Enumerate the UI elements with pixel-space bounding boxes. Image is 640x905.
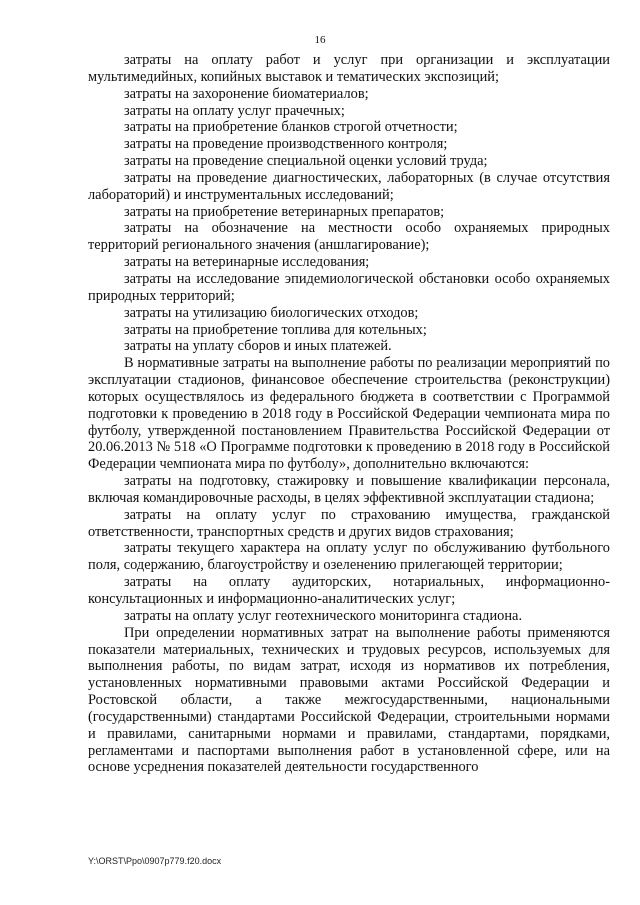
page-number: 16 [314, 34, 326, 46]
paragraph: затраты на захоронение биоматериалов; [124, 85, 369, 102]
paragraph: затраты на исследование эпидемиологической обстановки особо охраняемых природных территорий; [88, 270, 610, 304]
paragraph: затраты на оплату услуг по страхованию имущества, гражданской ответственности, транспортных средств и других видов страхования; [88, 506, 610, 540]
paragraph: затраты на проведение диагностических, лабораторных (в случае отсутствия лабораторий) и инструментальных исследований; [88, 169, 610, 203]
paragraph: При определении нормативных затрат на выполнение работы применяются показатели материальных, технических и трудовых ресурсов, используемых для выполнения работы, по видам затрат, исходя из нормативов их потребления, установленных нормативными правовыми актами Российской Федерации и Ростовской области, а также межгосударственными, национальными (государственными) стандартами Российской Федерации, строительными нормами и правилами, санитарными нормами и правилами, стандартами, порядками, регламентами и паспортами выполнения работ в установленной сфере, или на основе усреднения показателей деятельности государственного [88, 624, 610, 776]
paragraph: затраты на приобретение бланков строгой отчетности; [124, 119, 458, 136]
paragraph: затраты на обозначение на местности особо охраняемых природных территорий регионального значения (аншлагирование); [88, 220, 610, 254]
paragraph: затраты на оплату работ и услуг при организации и эксплуатации мультимедийных, копийных выставок и тематических экспозиций; [88, 52, 610, 85]
paragraph: затраты на утилизацию биологических отходов; [124, 304, 419, 321]
paragraph: затраты на проведение специальной оценки условий труда; [124, 153, 488, 170]
paragraph: затраты на ветеринарные исследования; [124, 254, 370, 271]
paragraph: затраты на уплату сборов и иных платежей. [124, 338, 392, 355]
paragraph: затраты текущего характера на оплату услуг по обслуживанию футбольного поля, содержанию, благоустройству и озеленению прилегающей территории; [88, 540, 610, 574]
paragraph: затраты на подготовку, стажировку и повышение квалификации персонала, включая командировочные расходы, в целях эффективной эксплуатации стадиона; [88, 473, 610, 506]
paragraph: В нормативные затраты на выполнение работы по реализации мероприятий по эксплуатации стадионов, финансовое обеспечение строительства (реконструкции) которых осуществлялось из федерального бюджета в соответствии с Программой подготовки к проведению в 2018 году в Российской Федерации чемпионата мира по футболу, утвержденной постановлением Правительства Российской Федерации от 20.06.2013 № 518 «О Программе подготовки к проведению в 2018 году в Российской Федерации чемпионата мира по футболу», дополнительно включаются: [88, 355, 610, 473]
footer-file-path: Y:\ORST\Ppo\0907p779.f20.docx [88, 856, 222, 866]
paragraph: затраты на проведение производственного контроля; [124, 136, 448, 153]
paragraph: затраты на оплату услуг прачечных; [124, 102, 345, 119]
document-body [88, 52, 610, 776]
paragraph: затраты на приобретение ветеринарных препаратов; [124, 203, 445, 220]
paragraph: затраты на оплату услуг геотехнического мониторинга стадиона. [124, 607, 523, 624]
paragraph: затраты на оплату аудиторских, нотариальных, информационно-консультационных и информационно-аналитических услуг; [88, 574, 610, 607]
paragraph: затраты на приобретение топлива для котельных; [124, 321, 427, 338]
